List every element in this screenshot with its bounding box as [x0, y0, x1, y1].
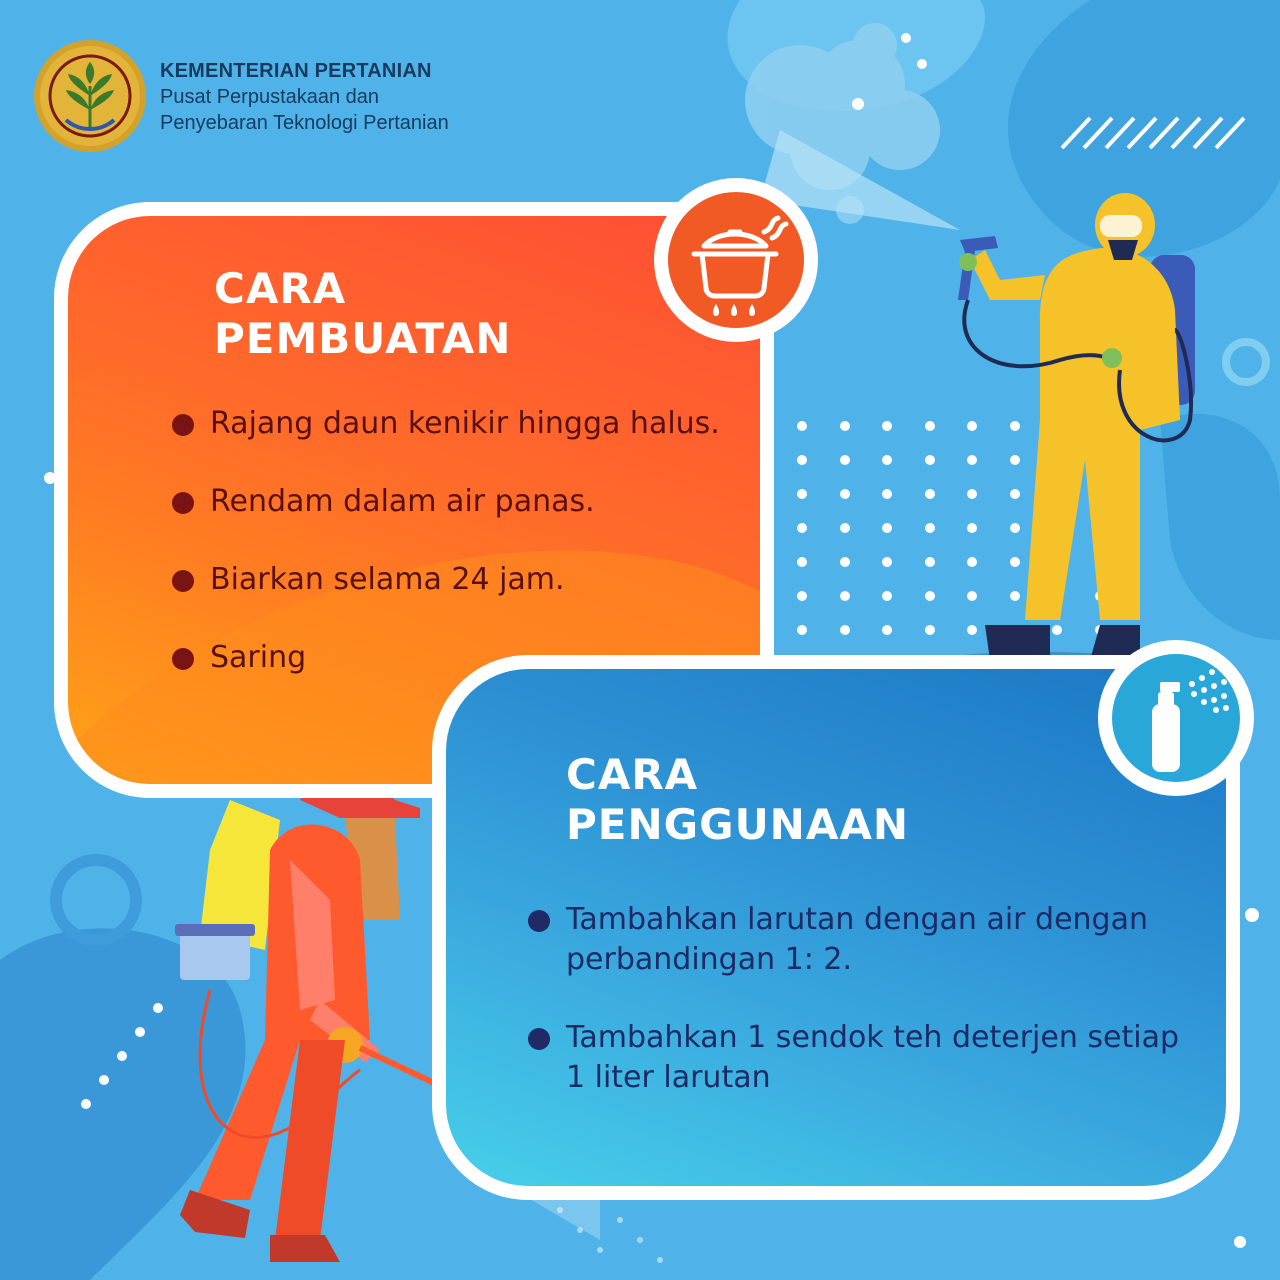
cooking-pot-badge	[654, 178, 818, 342]
step-text: Rajang daun kenikir hingga halus.	[210, 406, 720, 441]
list-item	[172, 560, 732, 600]
header	[30, 36, 550, 156]
step-text: Tambahkan 1 sendok teh deterjen setiap 1 liter larutan	[566, 1020, 1179, 1095]
pembuatan-title-line2: PEMBUATAN	[214, 314, 512, 363]
penggunaan-title-line2: PENGGUNAAN	[566, 800, 909, 849]
bullet-icon	[528, 910, 550, 932]
pembuatan-steps	[172, 404, 732, 678]
bullet-icon	[172, 570, 194, 592]
organization-name	[160, 58, 449, 136]
unit-name-line2: Penyebaran Teknologi Pertanian	[160, 112, 449, 134]
penggunaan-steps	[528, 900, 1188, 1098]
bullet-icon	[172, 492, 194, 514]
step-text: Saring	[210, 640, 307, 675]
bullet-icon	[172, 648, 194, 670]
penggunaan-title	[566, 750, 909, 850]
bullet-icon	[528, 1028, 550, 1050]
list-item	[528, 1018, 1188, 1098]
ministry-name: KEMENTERIAN PERTANIAN	[160, 60, 432, 82]
list-item	[172, 482, 732, 522]
spray-can-icon	[1112, 654, 1240, 782]
pembuatan-title	[214, 264, 511, 364]
step-text: Tambahkan larutan dengan air dengan perbandingan 1: 2.	[566, 902, 1148, 977]
list-item	[528, 900, 1188, 980]
unit-name-line1: Pusat Perpustakaan dan	[160, 86, 380, 108]
bullet-icon	[172, 414, 194, 436]
spray-can-badge	[1098, 640, 1254, 796]
penggunaan-title-line1: CARA	[566, 750, 699, 799]
ministry-logo-icon	[30, 36, 150, 156]
cooking-pot-icon	[668, 192, 804, 328]
step-text: Biarkan selama 24 jam.	[210, 562, 565, 597]
list-item	[172, 404, 732, 444]
step-text: Rendam dalam air panas.	[210, 484, 595, 519]
pembuatan-title-line1: CARA	[214, 264, 347, 313]
